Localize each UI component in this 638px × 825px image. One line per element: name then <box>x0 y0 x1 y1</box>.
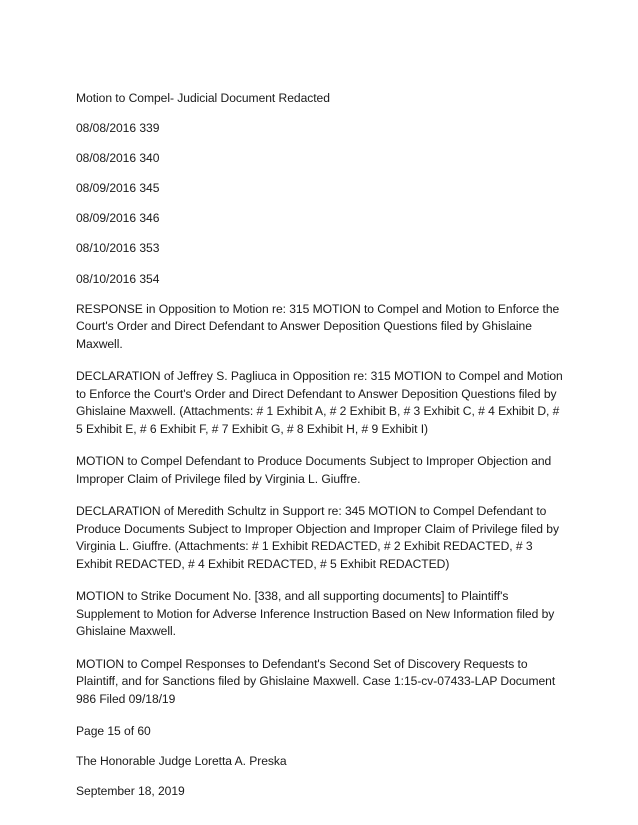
document-page <box>76 90 566 813</box>
docket-description: MOTION to Strike Document No. [338, and all supporting documents] to Plaintiff's Supplement to Motion for Adverse Inference Instruction Based on New Information filed by Ghislaine Maxwell. <box>76 589 555 639</box>
document-date: September 18, 2019 <box>76 784 185 799</box>
judge-name: The Honorable Judge Loretta A. Preska <box>76 754 287 769</box>
docket-description: DECLARATION of Jeffrey S. Pagliuca in Opposition re: 315 MOTION to Compel and Motion to Enforce the Court's Order and Direct Defendant to Answer Deposition Questions filed by Ghislaine Maxwell. (Attachments: # 1 Exhibit A, # 2 Exhibit B, # 3 Exhibit C, # 4 Exhibit D, # 5 Exhibit E, # 6 Exhibit F, # 7 Exhibit G, # 8 Exhibit H, # 9 Exhibit I) <box>76 369 563 436</box>
docket-description: MOTION to Compel Defendant to Produce Documents Subject to Improper Objection and Improper Claim of Privilege filed by Virginia L. Giuffre. <box>76 454 552 486</box>
document-heading: Motion to Compel- Judicial Document Redacted <box>76 91 330 105</box>
docket-entry: 08/09/2016 346 <box>76 211 160 226</box>
docket-entry: 08/08/2016 340 <box>76 151 160 166</box>
docket-entry: 08/08/2016 339 <box>76 121 160 136</box>
docket-entry: 08/10/2016 353 <box>76 241 160 256</box>
page-number: Page 15 of 60 <box>76 724 151 739</box>
docket-description: RESPONSE in Opposition to Motion re: 315 MOTION to Compel and Motion to Enforce the Court's Order and Direct Defendant to Answer Deposition Questions filed by Ghislaine Maxwell. <box>76 301 560 351</box>
docket-description: MOTION to Compel Responses to Defendant's Second Set of Discovery Requests to Plaintiff, and for Sanctions filed by Ghislaine Maxwell. Case 1:15-cv-07433-LAP Document 986 Filed 09/18/19 <box>76 656 556 706</box>
docket-entry: 08/10/2016 354 <box>76 271 160 286</box>
docket-entry: 08/09/2016 345 <box>76 181 160 196</box>
docket-description: DECLARATION of Meredith Schultz in Support re: 345 MOTION to Compel Defendant to Produce Documents Subject to Improper Objection and Improper Claim of Privilege filed by Virginia L. Giuffre. (Attachments: # 1 Exhibit REDACTED, # 2 Exhibit REDACTED, # 3 Exhibit REDACTED, # 4 Exhibit REDACTED, # 5 Exhibit REDACTED) <box>76 504 559 571</box>
